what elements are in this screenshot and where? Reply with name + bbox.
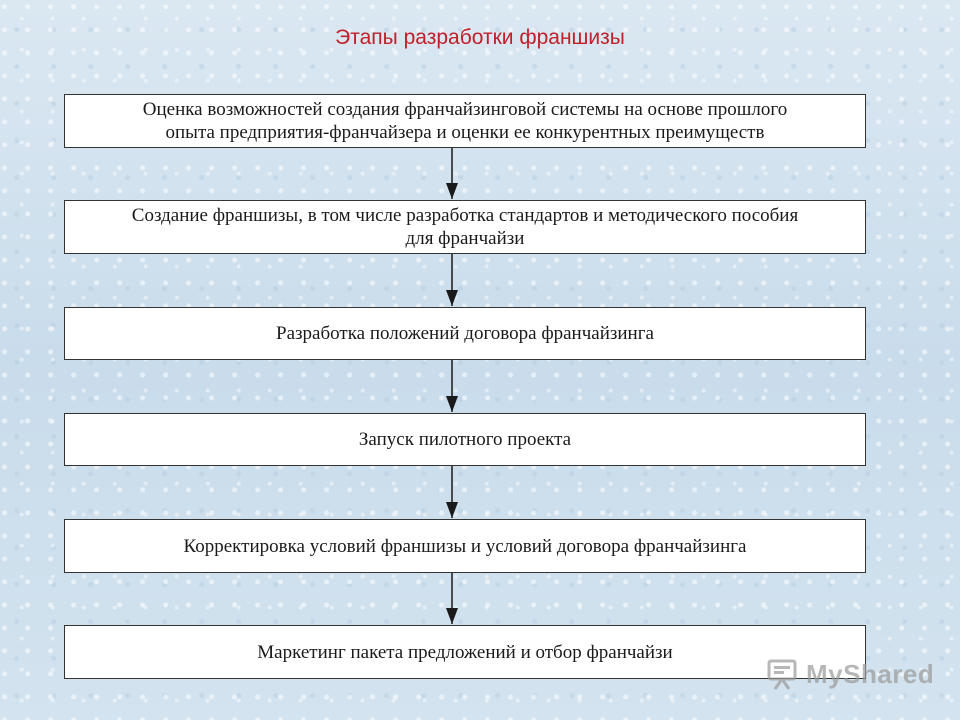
step-box-4 xyxy=(64,413,866,466)
step-box-2 xyxy=(64,200,866,254)
step-box-1 xyxy=(64,94,866,148)
step-box-6 xyxy=(64,625,866,679)
arrowhead-4-to-5 xyxy=(446,502,458,518)
arrowhead-2-to-3 xyxy=(446,290,458,306)
step-box-5 xyxy=(64,519,866,573)
step-1-line-2: опыта предприятия-франчайзера и оценки ее конкурентных преимуществ xyxy=(165,122,765,143)
slide-title: Этапы разработки франшизы xyxy=(335,26,625,49)
watermark-brand-text: MyShared xyxy=(806,658,935,689)
step-box-3 xyxy=(64,307,866,360)
step-2-line-1: Создание франшизы, в том числе разработка стандартов и методического пособия xyxy=(131,205,799,226)
step-1-line-1: Оценка возможностей создания франчайзинговой системы на основе прошлого xyxy=(142,99,788,120)
step-5-line-1: Корректировка условий франшизы и условий договора франчайзинга xyxy=(183,535,747,557)
arrowhead-5-to-6 xyxy=(446,608,458,624)
arrowhead-3-to-4 xyxy=(446,396,458,412)
step-6-line-1: Маркетинг пакета предложений и отбор франчайзи xyxy=(257,641,673,663)
step-3-line-1: Разработка положений договора франчайзинга xyxy=(276,323,654,344)
step-2-line-2: для франчайзи xyxy=(405,228,525,249)
step-4-line-1: Запуск пилотного проекта xyxy=(358,429,572,450)
presentation-board-icon xyxy=(766,657,800,691)
myshared-watermark xyxy=(766,654,936,694)
arrowhead-1-to-2 xyxy=(446,183,458,199)
